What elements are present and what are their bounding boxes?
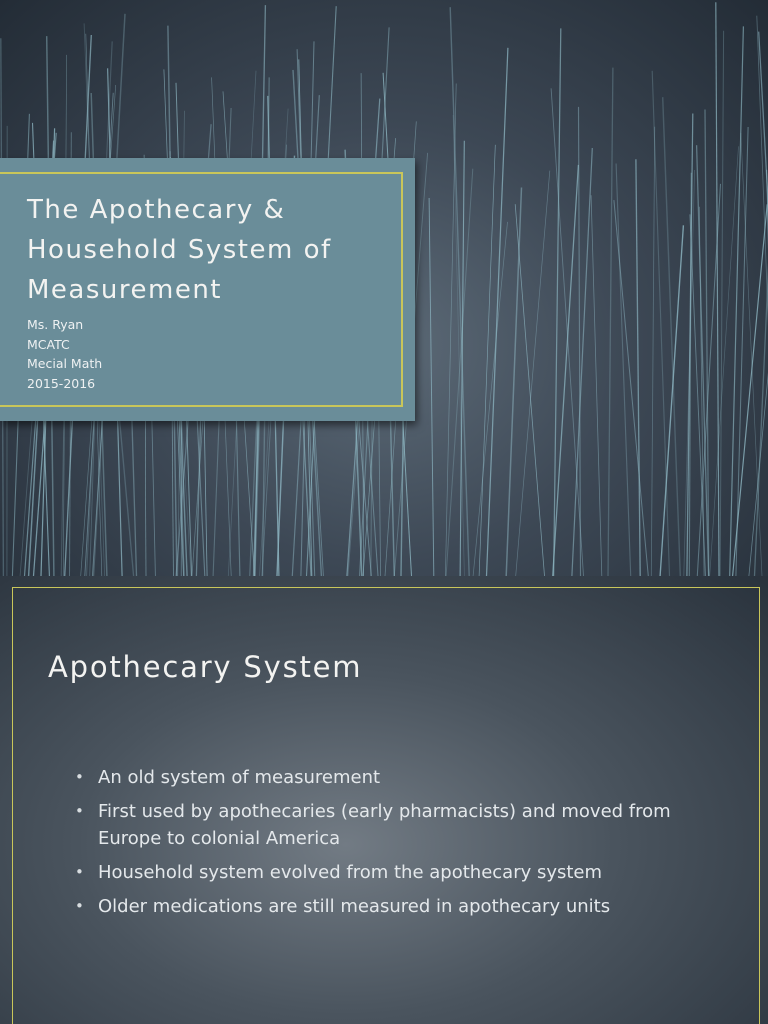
decorative-line <box>652 71 669 576</box>
decorative-line <box>479 145 495 576</box>
subtitle-author: Ms. Ryan <box>27 317 84 332</box>
bullet-dot-icon: • <box>75 768 84 786</box>
subtitle-school: MCATC <box>27 336 70 352</box>
bullet-dot-icon: • <box>75 802 84 820</box>
bullet-list <box>75 764 715 927</box>
bullet-item <box>75 893 715 920</box>
subtitle-course: Mecial Math <box>27 356 103 371</box>
content-slide <box>0 576 768 1024</box>
decorative-line <box>450 7 469 576</box>
decorative-line <box>608 68 613 576</box>
decorative-line <box>487 48 508 576</box>
bullet-item <box>75 798 715 852</box>
bullet-item <box>75 859 715 886</box>
bullet-text: Household system evolved from the apothecary system <box>98 862 603 883</box>
decorative-line <box>716 2 719 576</box>
decorative-line <box>591 195 602 576</box>
decorative-line <box>720 31 724 576</box>
decorative-line <box>736 127 748 576</box>
decorative-line <box>506 188 521 577</box>
decorative-line <box>710 146 739 576</box>
bullet-text: An old system of measurement <box>98 767 381 788</box>
decorative-line <box>651 127 654 576</box>
content-slide-title: Apothecary System <box>48 650 363 684</box>
decorative-line <box>429 198 434 576</box>
decorative-line <box>730 26 744 576</box>
decorative-line <box>515 204 544 576</box>
decorative-line <box>614 200 648 576</box>
decorative-line <box>749 221 768 576</box>
subtitle <box>27 315 102 393</box>
decorative-line <box>516 171 550 576</box>
bullet-text: First used by apothecaries (early pharmacists) and moved from Europe to colonial America <box>98 801 671 849</box>
bullet-dot-icon: • <box>75 863 84 881</box>
bullet-dot-icon: • <box>75 897 84 915</box>
slide-title: The Apothecary & Household System of Measurement <box>27 195 332 305</box>
subtitle-year: 2015-2016 <box>27 375 96 391</box>
bullet-text: Older medications are still measured in apothecary units <box>98 896 611 917</box>
decorative-line <box>616 164 631 577</box>
decorative-line <box>636 159 640 576</box>
bullet-item <box>75 764 715 791</box>
decorative-line <box>741 133 762 576</box>
